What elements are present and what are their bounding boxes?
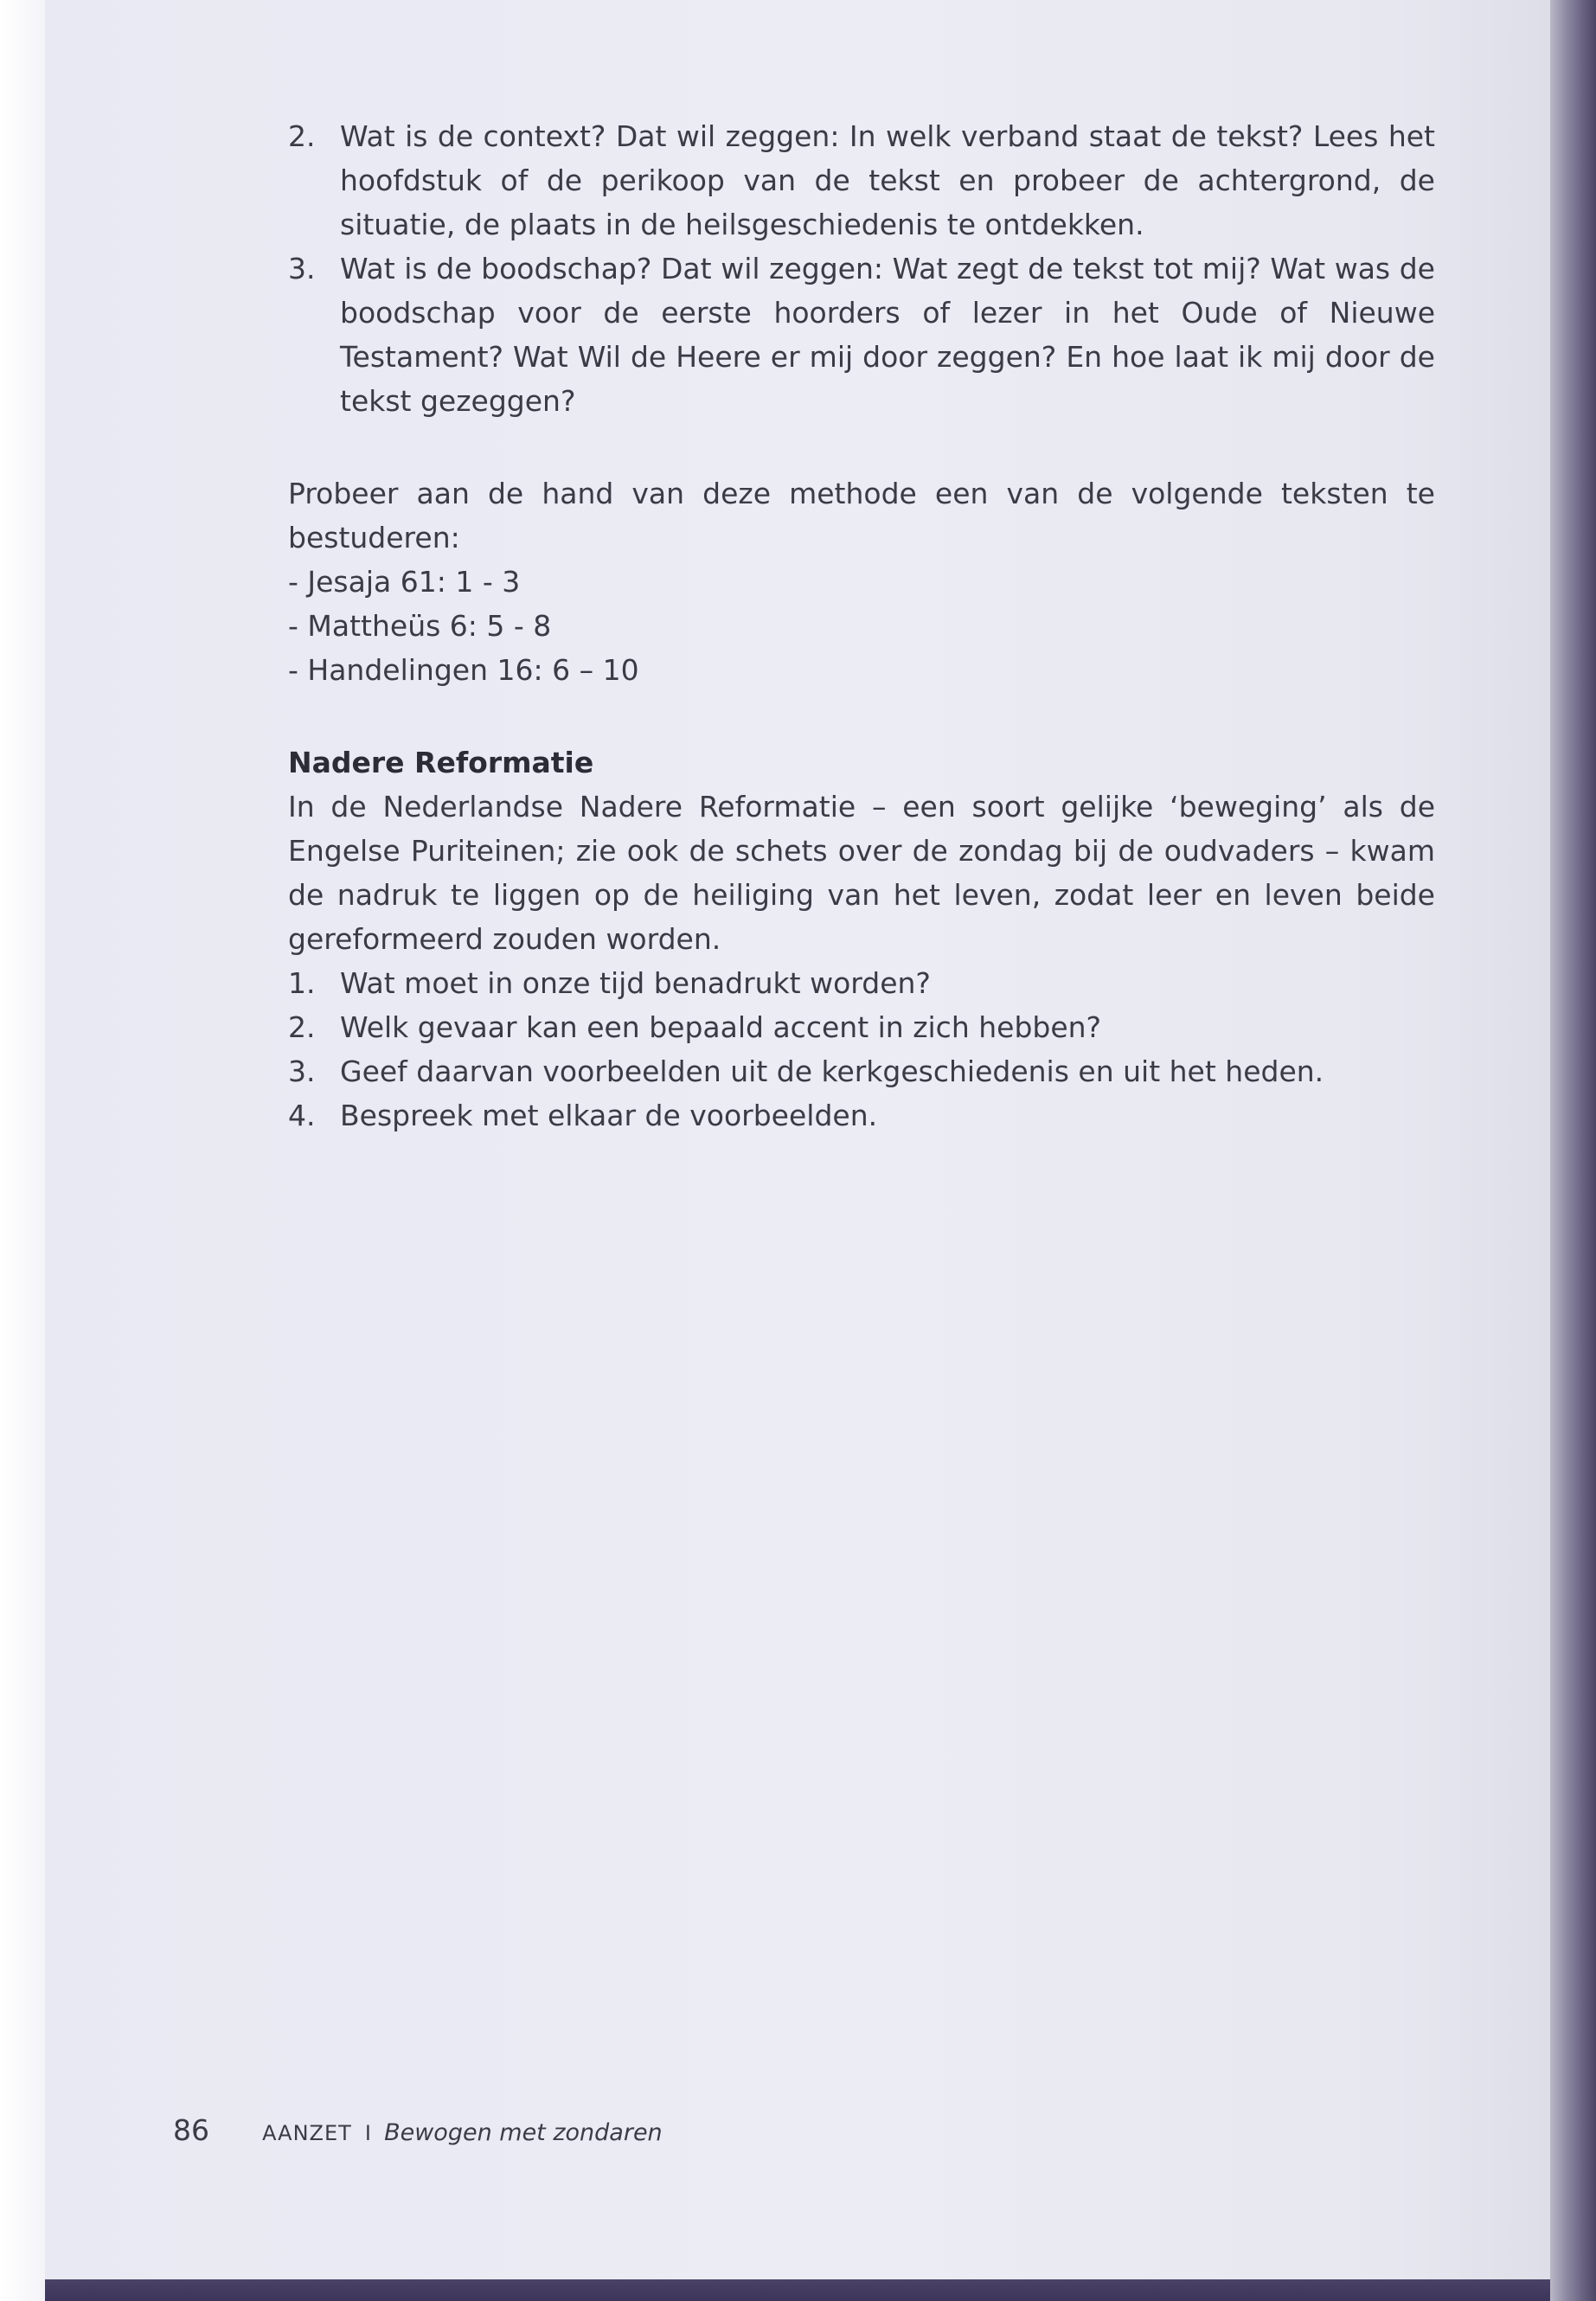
page-margin-left	[0, 0, 45, 2301]
question-number: 1.	[288, 966, 316, 1000]
bible-reference: - Mattheüs 6: 5 - 8	[288, 609, 552, 643]
question-text: Wat is de boodschap? Dat wil zeggen: Wat zegt de tekst tot mij? Wat was de boodschap voor de eerste hoorders of lezer in het Oude of Nieuwe Testament? Wat Wil de Heere er mij door zeggen? En hoe laat ik mij door de tekst gezeggen?	[340, 252, 1435, 418]
question-number: 4.	[288, 1099, 316, 1132]
section-body: In de Nederlandse Nadere Reformatie – een soort gelijke ‘beweging’ als de Engelse Puriteinen; zie ook de schets over de zondag bij de oudvaders – kwam de nadruk te liggen op de heiliging van het leven, zodat leer en leven beide gereformeerd zouden worden.	[288, 790, 1435, 956]
section-heading: Nadere Reformatie	[288, 746, 594, 779]
page-footer	[173, 2113, 663, 2147]
question-text: Geef daarvan voorbeelden uit de kerkgeschiedenis en uit het heden.	[340, 1054, 1324, 1088]
question-item	[288, 114, 1435, 247]
question-text: Wat is de context? Dat wil zeggen: In welk verband staat de tekst? Lees het hoofdstuk of de perikoop van de tekst en probeer de achtergrond, de situatie, de plaats in de heilsgeschiedenis te ontdekken.	[340, 119, 1435, 241]
study-intro: Probeer aan de hand van deze methode een van de volgende teksten te bestuderen:	[288, 477, 1435, 554]
question-text: Wat moet in onze tijd benadrukt worden?	[340, 966, 931, 1000]
question-item	[288, 1005, 1435, 1049]
bible-reference: - Handelingen 16: 6 – 10	[288, 653, 639, 687]
question-item	[288, 1093, 1435, 1138]
book-cover-edge	[45, 2279, 1550, 2301]
question-number: 3.	[288, 1054, 316, 1088]
page-body	[288, 114, 1435, 1138]
bible-reference: - Jesaja 61: 1 - 3	[288, 565, 521, 599]
question-number: 2.	[288, 1010, 316, 1044]
series-title: AANZET	[262, 2121, 352, 2145]
book-subtitle: Bewogen met zondaren	[384, 2119, 663, 2146]
question-item	[288, 247, 1435, 423]
footer-separator: I	[364, 2121, 371, 2145]
question-text: Welk gevaar kan een bepaald accent in zich hebben?	[340, 1010, 1102, 1044]
question-item	[288, 961, 1435, 1005]
question-number: 2.	[288, 119, 316, 153]
question-number: 3.	[288, 252, 316, 285]
question-item	[288, 1049, 1435, 1093]
page-number: 86	[173, 2113, 209, 2147]
question-text: Bespreek met elkaar de voorbeelden.	[340, 1099, 878, 1132]
page-edge-shadow	[1550, 0, 1596, 2301]
